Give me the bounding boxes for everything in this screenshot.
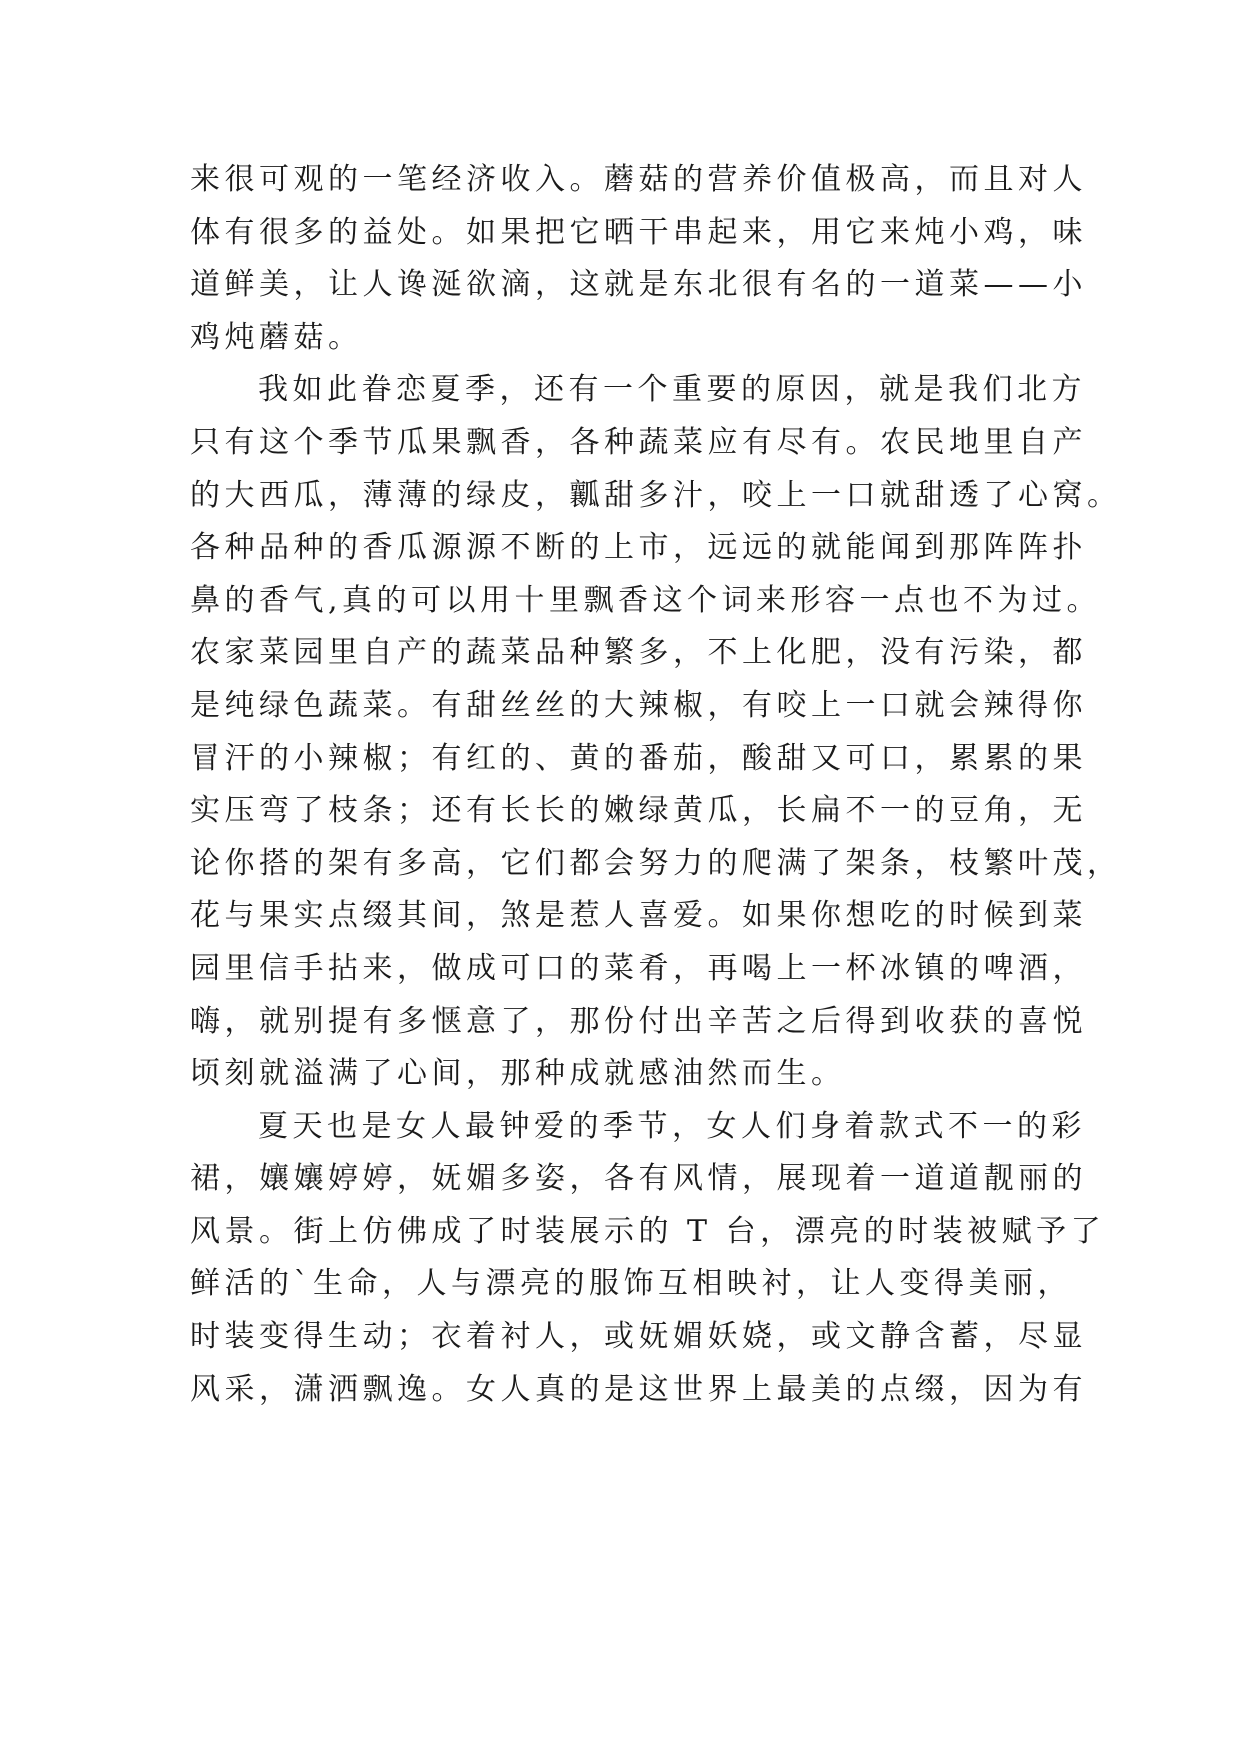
text-line: 冒汗的小辣椒；有红的、黄的番茄，酸甜又可口，累累的果 — [190, 740, 1087, 776]
text-line: 顷刻就溢满了心间，那种成就感油然而生。 — [190, 1056, 846, 1092]
text-line: 各种品种的香瓜源源不断的上市，远远的就能闻到那阵阵扑 — [190, 530, 1087, 566]
text-line: 风景。街上仿佛成了时装展示的 T 台，漂亮的时装被赋予了 — [190, 1213, 1106, 1249]
text-line: 花与果实点缀其间，煞是惹人喜爱。如果你想吃的时候到菜 — [190, 898, 1087, 934]
text-line: 嗨，就别提有多惬意了，那份付出辛苦之后得到收获的喜悦 — [190, 1003, 1087, 1039]
text-line: 鼻的香气,真的可以用十里飘香这个词来形容一点也不为过。 — [190, 582, 1102, 618]
text-line: 体有很多的益处。如果把它晒干串起来，用它来炖小鸡，味 — [190, 214, 1087, 250]
text-line: 园里信手拈来，做成可口的菜肴，再喝上一杯冰镇的啤酒， — [190, 950, 1087, 986]
text-line: 鲜活的`生命，人与漂亮的服饰互相映衬，让人变得美丽， — [190, 1266, 1072, 1302]
text-line: 只有这个季节瓜果飘香，各种蔬菜应有尽有。农民地里自产 — [190, 424, 1087, 460]
text-line: 道鲜美，让人谗涎欲滴，这就是东北很有名的一道菜——小 — [190, 267, 1087, 303]
text-line: 的大西瓜，薄薄的绿皮，瓤甜多汁，咬上一口就甜透了心窝。 — [190, 477, 1122, 513]
text-line: 实压弯了枝条；还有长长的嫩绿黄瓜，长扁不一的豆角，无 — [190, 793, 1087, 829]
text-line: 是纯绿色蔬菜。有甜丝丝的大辣椒，有咬上一口就会辣得你 — [190, 687, 1087, 723]
text-line: 风采，潇洒飘逸。女人真的是这世界上最美的点缀，因为有 — [190, 1371, 1087, 1407]
paragraph-first-line: 夏天也是女人最钟爱的季节，女人们身着款式不一的彩 — [258, 1108, 1086, 1144]
text-line: 鸡炖蘑菇。 — [190, 319, 363, 355]
text-line: 农家菜园里自产的蔬菜品种繁多，不上化肥，没有污染，都 — [190, 635, 1087, 671]
text-line: 时装变得生动；衣着衬人，或妩媚妖娆，或文静含蓄，尽显 — [190, 1319, 1087, 1355]
text-line: 论你搭的架有多高，它们都会努力的爬满了架条，枝繁叶茂， — [190, 845, 1122, 881]
text-line: 裙，孃孃婷婷，妩媚多姿，各有风情，展现着一道道靓丽的 — [190, 1161, 1087, 1197]
body-text — [190, 154, 1122, 1416]
paragraph-first-line: 我如此眷恋夏季，还有一个重要的原因，就是我们北方 — [258, 372, 1086, 408]
text-line: 来很可观的一笔经济收入。蘑菇的营养价值极高，而且对人 — [190, 162, 1087, 197]
